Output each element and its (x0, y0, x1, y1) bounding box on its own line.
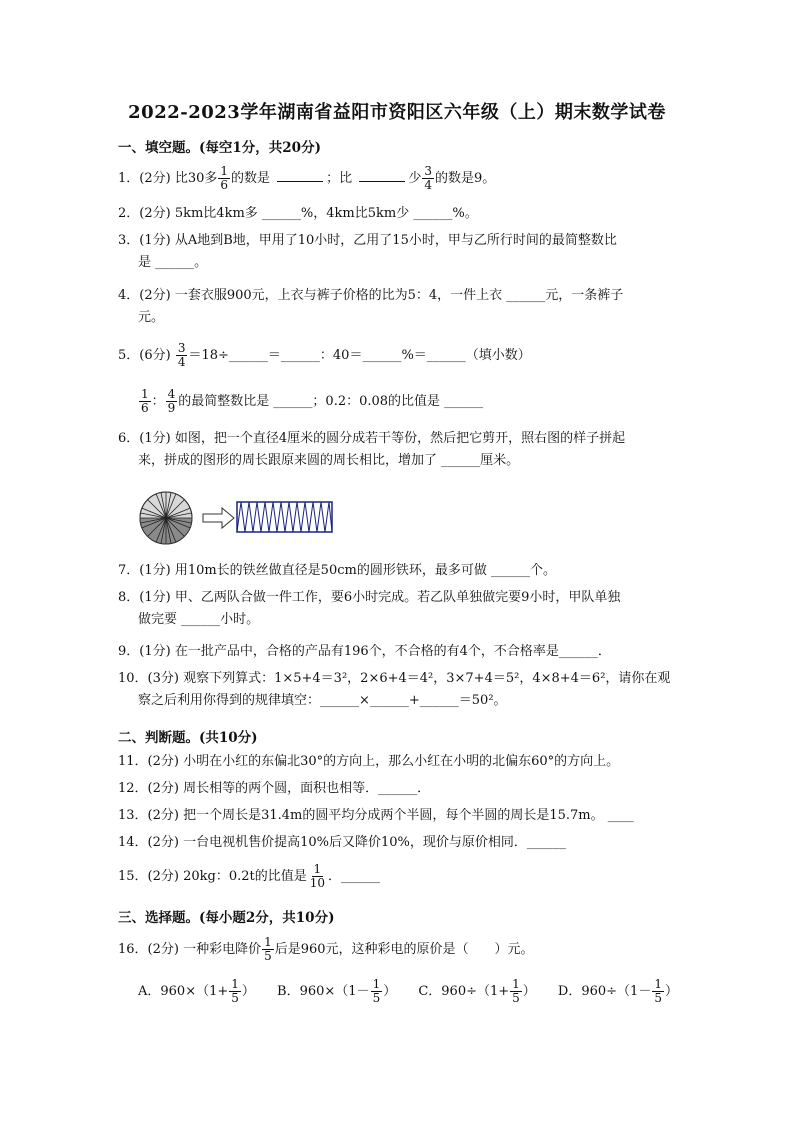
question-13: 13．(2分) 把一个周长是31.4m的圆平均分成两个半圆，每个半圆的周长是15.7m。 ____ (118, 808, 634, 823)
section-multiple-choice: 三、选择题。(每小题2分，共10分) (118, 910, 335, 926)
question-15: 15．(2分) 20kg：0.2t的比值是 $\frac{1}{10}$ ．______ (118, 862, 381, 890)
fraction: $\frac{1}{5}$ (264, 935, 272, 963)
circle-rearrange-figure (138, 490, 348, 550)
page-title: 2022-2023学年湖南省益阳市资阳区六年级（上）期末数学试卷 (128, 102, 666, 123)
question-7: 7．(1分) 用10m长的铁丝做直径是50cm的圆形铁环，最多可做 ______个。 (118, 563, 556, 578)
question-4: 4．(2分) 一套衣服900元，上衣与裤子价格的比为5：4，一件上衣 ______元，一条裤子 元。 (118, 288, 624, 325)
fraction: $\frac{1}{6}$ (141, 387, 149, 415)
option-c[interactable]: C．960÷（1+ $\frac{1}{5}$ ） (418, 977, 536, 1005)
question-2: 2．(2分) 5km比4km多 ______%，4km比5km少 ______%。 (118, 206, 478, 221)
answer-blank[interactable] (277, 167, 323, 182)
question-6: 6．(1分) 如图，把一个直径4厘米的圆分成若干等份，然后把它剪开，照右图的样子拼起 来，拼成的图形的周长跟原来圆的周长相比，增加了 ______厘米。 (118, 431, 626, 468)
arrow-right-icon (203, 508, 234, 528)
answer-blank[interactable] (359, 167, 405, 182)
question-16: 16．(2分) 一种彩电降价 $\frac{1}{5}$ 后是960元，这种彩电的原价是（ ）元。 (118, 935, 534, 963)
zigzag-rectangle-icon (237, 502, 332, 532)
option-a[interactable]: A．960×（1+ $\frac{1}{5}$ ） (138, 977, 255, 1005)
section-fill-blank: 一、填空题。(每空1分，共20分) (118, 140, 321, 156)
fraction: $\frac{1}{6}$ (220, 164, 229, 192)
section-true-false: 二、判断题。(共10分) (118, 730, 258, 746)
question-3: 3．(1分) 从A地到B地，甲用了10小时，乙用了15小时，甲与乙所行时间的最简整数比 是 ______。 (118, 233, 617, 270)
question-11: 11．(2分) 小明在小红的东偏北30°的方向上，那么小红在小明的北偏东60°的方向上。 (118, 754, 620, 769)
question-5: 5．(6分) $\frac{3}{4}$ ＝18÷______＝______：40＝______%＝______（填小数） (118, 341, 531, 369)
circle-sectors-icon (140, 492, 192, 544)
fraction: $\frac{3}{4}$ (177, 341, 186, 369)
question-5-part2: $\frac{1}{6}$ ： $\frac{4}{9}$ 的最简整数比是 ______；0.2：0.08的比值是 ______ (141, 387, 484, 415)
fraction: $\frac{1}{10}$ (309, 862, 326, 890)
fraction: $\frac{3}{4}$ (424, 164, 432, 192)
question-12: 12．(2分) 周长相等的两个圆，面积也相等．______． (118, 781, 431, 796)
question-8: 8．(1分) 甲、乙两队合做一件工作，要6小时完成。若乙队单独做完要9小时，甲队单独 做完要 ______小时。 (118, 590, 621, 627)
question-9: 9．(1分) 在一批产品中，合格的产品有196个，不合格的有4个，不合格率是______． (118, 644, 611, 659)
option-d[interactable]: D．960÷（1－ $\frac{1}{5}$ ） (557, 977, 678, 1005)
question-16-options (138, 978, 678, 1005)
question-14: 14．(2分) 一台电视机售价提高10%后又降价10%，现价与原价相同．______ (118, 835, 566, 850)
question-1: 1．(2分) 比30多 $\frac{1}{6}$ 的数是 ；比 少 $\frac{3}{4}$ 的数是9。 (118, 164, 496, 192)
option-b[interactable]: B．960×（1－ $\frac{1}{5}$ ） (277, 977, 397, 1005)
fraction: $\frac{4}{9}$ (167, 387, 176, 415)
question-10: 10．(3分) 观察下列算式：1×5+4＝3²，2×6+4＝4²，3×7+4＝5²，4×8+4＝6²，请你在观 察之后利用你得到的规律填空：______×______+______＝50²。 (118, 671, 671, 708)
